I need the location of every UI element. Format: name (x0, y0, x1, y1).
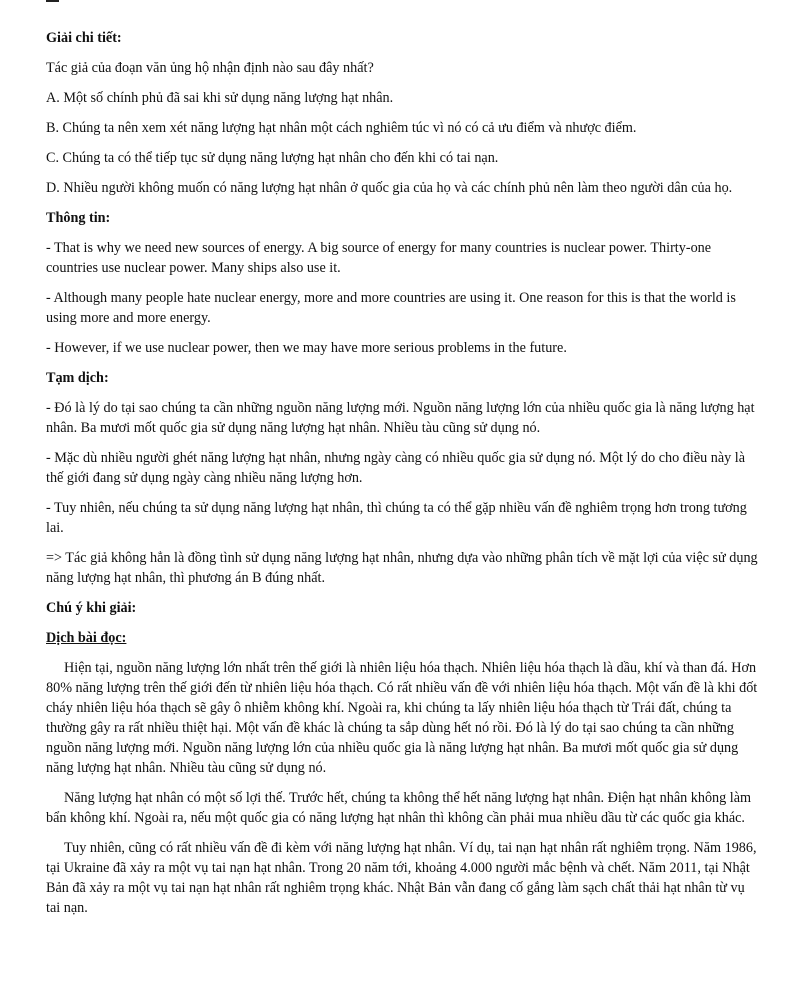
reading-paragraph: Năng lượng hạt nhân có một số lợi thế. Trước hết, chúng ta không thể hết năng lượng hạt nhân. Điện hạt nhân không làm bẩn không khí. Ngoài ra, nếu một quốc gia có năng lượng hạt nhân thì không cần phải mua nhiều dầu từ các quốc gia khác. (46, 790, 752, 826)
note-heading: Chú ý khi giải: (46, 600, 137, 616)
translation-heading: Tạm dịch: (46, 370, 109, 386)
translation-line: - Tuy nhiên, nếu chúng ta sử dụng năng lượng hạt nhân, thì chúng ta có thể gặp nhiều vấn đề nghiêm trọng hơn trong tương lai. (46, 500, 747, 536)
option-d: D. Nhiều người không muốn có năng lượng hạt nhân ở quốc gia của họ và các chính phủ nên làm theo người dân của họ. (46, 180, 733, 196)
info-line: - That is why we need new sources of energy. A big source of energy for many countries is nuclear power. Thirty-one countries use nuclear power. Many ships also use it. (46, 240, 712, 276)
option-b: B. Chúng ta nên xem xét năng lượng hạt nhân một cách nghiêm túc vì nó có cả ưu điểm và nhược điểm. (46, 120, 637, 136)
info-line: - Although many people hate nuclear energy, more and more countries are using it. One reason for this is that the world is using more and more energy. (46, 290, 736, 326)
detail-heading: Giải chi tiết: (46, 30, 122, 46)
translation-line: - Mặc dù nhiều người ghét năng lượng hạt nhân, nhưng ngày càng có nhiều quốc gia sử dụng nó. Một lý do cho điều này là thế giới đang sử dụng ngày càng nhiều năng lượng hơn. (46, 450, 746, 486)
reading-heading: Dịch bài đọc: (46, 630, 127, 646)
page-top-mark (46, 0, 59, 2)
reading-paragraph: Hiện tại, nguồn năng lượng lớn nhất trên thế giới là nhiên liệu hóa thạch. Nhiên liệu hóa thạch là dầu, khí và than đá. Hơn 80% năng lượng trên thế giới đến từ nhiên liệu hóa thạch. Có rất nhiều vấn đề với nhiên liệu hóa thạch. Một vấn đề là khi đốt cháy nhiên liệu hóa thạch sẽ gây ô nhiễm không khí. Ngoài ra, khi chúng ta lấy nhiên liệu hóa thạch từ Trái đất, chúng ta thường gây ra rất nhiều thiệt hại. Một vấn đề khác là chúng ta sắp dùng hết nó rồi. Đó là lý do tại sao chúng ta cần những nguồn năng lượng mới. Nguồn năng lượng lớn của nhiều quốc gia là năng lượng hạt nhân. Ba mươi mốt quốc gia sử dụng năng lượng hạt nhân. Nhiều tàu cũng sử dụng nó. (46, 660, 758, 776)
reading-paragraph: Tuy nhiên, cũng có rất nhiều vấn đề đi kèm với năng lượng hạt nhân. Ví dụ, tai nạn hạt nhân rất nghiêm trọng. Năm 1986, tại Ukraine đã xảy ra một vụ tai nạn hạt nhân. Trong 20 năm tới, khoảng 4.000 người mắc bệnh và chết. Năm 2011, tại Nhật Bản đã xảy ra một vụ tai nạn hạt nhân rất nghiêm trọng khác. Nhật Bản vẫn đang cố gắng làm sạch chất thải hạt nhân từ vụ tai nạn. (46, 840, 757, 916)
option-a: A. Một số chính phủ đã sai khi sử dụng năng lượng hạt nhân. (46, 90, 394, 106)
conclusion-line: => Tác giả không hẳn là đồng tình sử dụng năng lượng hạt nhân, nhưng dựa vào những phân tích về mặt lợi của việc sử dụng năng lượng hạt nhân, thì phương án B đúng nhất. (46, 550, 758, 586)
translation-line: - Đó là lý do tại sao chúng ta cần những nguồn năng lượng mới. Nguồn năng lượng lớn của nhiều quốc gia là năng lượng hạt nhân. Ba mươi mốt quốc gia sử dụng năng lượng hạt nhân. Nhiều tàu cũng sử dụng nó. (46, 400, 755, 436)
question-text: Tác giả của đoạn văn ủng hộ nhận định nào sau đây nhất? (46, 60, 374, 76)
info-heading: Thông tin: (46, 210, 111, 226)
document-page (46, 28, 762, 928)
option-c: C. Chúng ta có thể tiếp tục sử dụng năng lượng hạt nhân cho đến khi có tai nạn. (46, 150, 499, 166)
info-line: - However, if we use nuclear power, then we may have more serious problems in the future. (46, 340, 567, 356)
